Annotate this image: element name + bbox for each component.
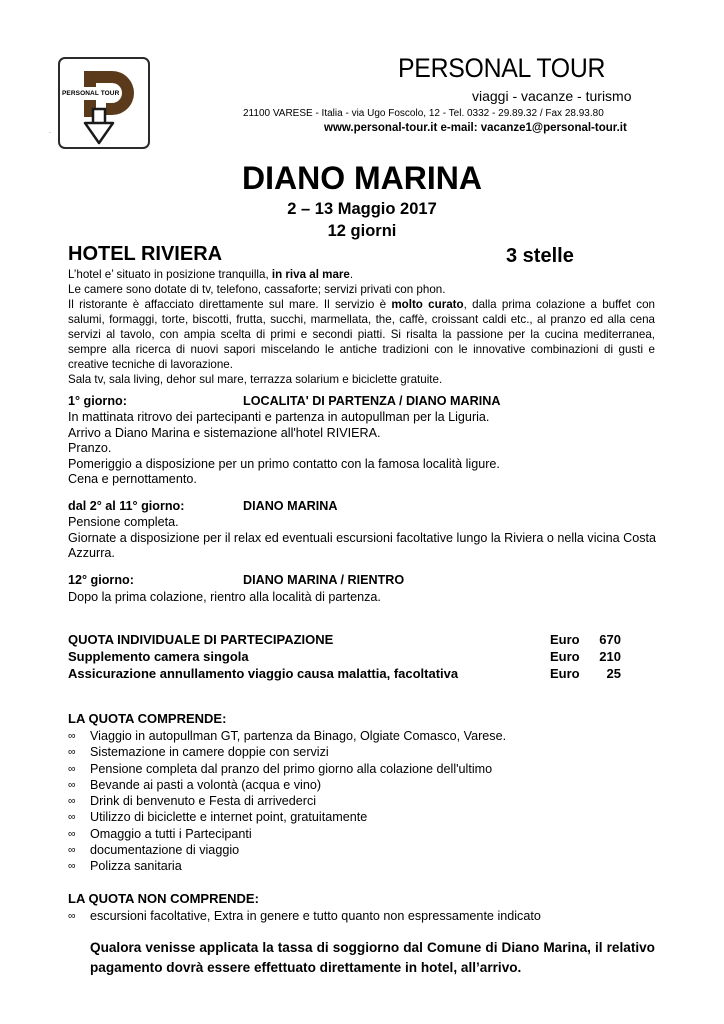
hotel-restaurant: Il ristorante è affacciato direttamente sul mare. Il servizio è molto curato, dalla prima colazione a buffet con salumi, formaggi, torte, biscotti, frutta, succhi, marmellata, the, caffè, croissant caldi etc., al pranzo ed alla cena servizi al tavolo, con ampia scelta di primi e secondi piatti. Si risalta la passione per la cucina mediterranea, sempre alla ricerca di nuovi sapori miscelando le antiche tradizioni con le innovative combinazioni di gusti e creative tecniche di lavorazione. [68,298,655,371]
price-label: QUOTA INDIVIDUALE DI PARTECIPAZIONE [68,632,334,647]
infinity-bullet-icon: ∞ [68,762,76,775]
hotel-location: L’hotel e’ situato in posizione tranquilla, in riva al mare. [68,268,354,281]
itinerary-line: Giornate a disposizione per il relax ed eventuali escursioni facoltative lungo la Riviera o nella vicina Costa Azzurra. [68,530,657,561]
price-label: Assicurazione annullamento viaggio causa malattia, facoltativa [68,666,459,681]
price-currency: Euro [550,649,580,664]
price-amount: 25 [606,666,621,681]
infinity-bullet-icon: ∞ [68,910,76,922]
price-table [68,631,628,682]
website-email: www.personal-tour.it e-mail: vacanze1@personal-tour.it [324,122,627,134]
trip-dates: 2 – 13 Maggio 2017 [287,200,437,218]
logo-text: PERSONAL TOUR [62,87,118,100]
day-1-label: 1° giorno: [68,394,127,408]
itinerary-line: Arrivo a Diano Marina e sistemazione all'hotel RIVIERA. [68,425,381,440]
price-row [68,631,628,648]
itinerary-line: Dopo la prima colazione, rientro alla località di partenza. [68,590,381,604]
hotel-rooms: Le camere sono dotate di tv, telefono, cassaforte; servizi privati con phon. [68,283,446,296]
infinity-bullet-icon: ∞ [68,746,76,759]
price-row [68,648,628,665]
itinerary-line: Pranzo. [68,441,112,456]
itinerary-line: Pensione completa. [68,515,179,529]
trip-title: DIANO MARINA [242,160,482,196]
itinerary-line: Cena e pernottamento. [68,472,197,487]
day-1-description [68,410,658,488]
tagline: viaggi - vacanze - turismo [472,88,632,104]
list-item: ∞ documentazione di viaggio [68,843,240,858]
address: 21100 VARESE - Italia - via Ugo Foscolo, 12 - Tel. 0332 - 29.89.32 / Fax 28.93.80 [243,108,604,119]
price-label: Supplemento camera singola [68,649,249,664]
list-item: ∞ Sistemazione in camere doppie con servizi [68,745,329,760]
hotel-description [68,267,655,387]
includes-title: LA QUOTA COMPRENDE: [68,711,227,726]
list-item: ∞ Viaggio in autopullman GT, partenza da Binago, Olgiate Comasco, Varese. [68,729,507,743]
includes-list [68,728,658,875]
logo-arrow-head [85,123,113,143]
list-item: ∞ Omaggio a tutti i Partecipanti [68,826,252,841]
itinerary-line: In mattinata ritrovo dei partecipanti e partenza in autopullman per la Liguria. [68,410,490,424]
tourist-tax-note: Qualora venisse applicata la tassa di soggiorno dal Comune di Diano Marina, il relativo pagamento dovrà essere effettuato direttamente in hotel, all’arrivo. [90,940,655,975]
infinity-bullet-icon: ∞ [68,811,76,824]
day-2-11-description [68,515,658,562]
hotel-stars: 3 stelle [506,245,574,267]
infinity-bullet-icon: ∞ [68,778,76,791]
day-12-description [68,590,658,606]
list-item: ∞ Polizza sanitaria [68,859,182,874]
day-1-place: LOCALITA' DI PARTENZA / DIANO MARINA [243,394,501,408]
list-item: ∞ Utilizzo di biciclette e internet point, gratuitamente [68,810,368,825]
trip-duration: 12 giorni [327,222,397,240]
itinerary-line: Pomeriggio a disposizione per un primo contatto con la famosa località ligure. [68,456,500,471]
list-item: ∞ Drink di benvenuto e Festa di arrivederci [68,794,317,809]
brand-name: PERSONAL TOUR [398,53,606,83]
price-currency: Euro [550,666,580,681]
day-12-place: DIANO MARINA / RIENTRO [243,573,405,587]
logo [58,57,150,149]
excludes-list [68,908,658,924]
price-amount: 670 [599,632,621,647]
logo-graphic [60,59,148,147]
infinity-bullet-icon: ∞ [68,730,76,742]
day-2-11-label: dal 2° al 11° giorno: [68,499,185,513]
price-currency: Euro [550,632,580,647]
hotel-name: HOTEL RIVIERA [68,243,223,265]
infinity-bullet-icon: ∞ [68,844,76,857]
price-row [68,665,628,682]
price-amount: 210 [599,649,621,664]
hotel-amenities: Sala tv, sala living, dehor sul mare, terrazza solarium e biciclette gratuite. [68,373,443,386]
list-item: ∞ escursioni facoltative, Extra in genere e tutto quanto non espressamente indicato [68,909,541,923]
day-12-label: 12° giorno: [68,573,134,587]
day-2-11-place: DIANO MARINA [243,499,338,513]
list-item: ∞ Pensione completa dal pranzo del primo giorno alla colazione dell'ultimo [68,761,493,776]
stray-mark: . [49,128,51,135]
excludes-title: LA QUOTA NON COMPRENDE: [68,891,259,906]
infinity-bullet-icon: ∞ [68,860,76,873]
infinity-bullet-icon: ∞ [68,795,76,808]
list-item: ∞ Bevande ai pasti a volontà (acqua e vino) [68,777,322,792]
infinity-bullet-icon: ∞ [68,827,76,840]
